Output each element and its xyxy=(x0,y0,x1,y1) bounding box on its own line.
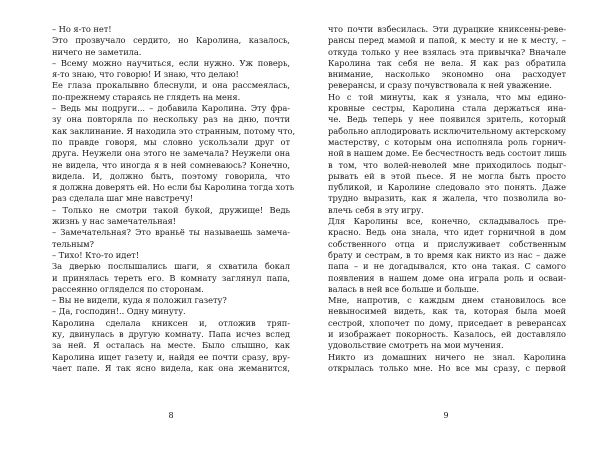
text-line: появления в нашем доме она играла роль и осваи- xyxy=(328,272,566,283)
text-line: не видела, что иногда я в ней сомневаюсь? Конечно, xyxy=(52,159,290,170)
text-line: жизнь у нас замечательная! xyxy=(52,216,176,227)
page-number-right: 9 xyxy=(443,411,449,420)
text-line: мастерству, с которым она исполняла роль горнич- xyxy=(328,136,566,147)
text-line: зу она повторяла по нескольку раз на дню, почти xyxy=(52,114,290,125)
text-line: че. Ведь теперь у нее появился зритель, который xyxy=(328,114,566,125)
text-line: – Ведь мы подруги... – добавила Каролина. Эту фра- xyxy=(52,103,290,114)
text-line: валась в ней все больше и больше. xyxy=(328,283,480,294)
text-line: Ее глаза прокалывно блеснули, и она рассмеялась, xyxy=(52,80,290,91)
text-line: публикой, и Каролине следовало это понять. Даже xyxy=(328,182,566,193)
text-line: друга. Неужели она этого не замечала? Неужели она xyxy=(52,148,290,159)
text-line: и изображает покорность. Казалось, ей доставляло xyxy=(328,329,566,340)
text-line: внимание, насколько экономно она расходует xyxy=(328,69,566,80)
text-line: ной в нашем доме. Ее бесчестность ведь состоит лишь xyxy=(328,148,567,159)
text-line: за ней. Я осталась на месте. Было слышно, как xyxy=(52,340,290,351)
text-line: я должна доверять ей. Но если бы Каролина тогда хоть xyxy=(52,182,295,193)
text-line: сестрой, хлопочет по дому, приседает в реверансах xyxy=(328,317,566,328)
text-line: видела. И, должно быть, поэтому говорила, что xyxy=(52,170,290,181)
text-line: чает папе. Я так ясно видела, как она жеманится, xyxy=(52,362,290,373)
text-line: в том, что волей-неволей мне приходилось подыг- xyxy=(328,159,566,170)
text-line: красно. Ведь она знала, что идет горничной в дом xyxy=(328,227,566,238)
text-line: Никто из домашних ничего не знал. Каролина xyxy=(328,351,566,362)
text-line: рывать ей в этой пьесе. Я не могла быть просто xyxy=(328,170,566,181)
page-number-left: 8 xyxy=(168,411,174,420)
text-line: – Вы не видели, куда я положил газету? xyxy=(52,295,227,306)
text-line: ничего не заметила. xyxy=(52,46,142,57)
text-line: тельным? xyxy=(52,238,94,249)
text-line: Каролина ищет газету и, найдя ее почти сразу, вру- xyxy=(52,351,290,362)
text-line: как заклинание. Я находила это странным, потому что, xyxy=(52,125,296,136)
text-line: собственного отца и прислуживает собственным xyxy=(328,238,566,249)
text-line: брату и сестрам, в то время как никто из нас – даже xyxy=(328,249,566,260)
text-line: Каролина сделала книксен и, отложив тряп- xyxy=(52,317,290,328)
text-line: рансы перед мамой и папой, к месту и не к месту, – xyxy=(328,35,566,46)
text-line: удовольствие смотреть на мои мучения. xyxy=(328,340,504,351)
text-line: За дверью послышались шаги, я схватила бокал xyxy=(52,261,290,272)
text-line: я-то знаю, что говорю! И знаю, что делаю! xyxy=(52,69,239,80)
text-line: по-прежнему стараясь не глядеть на меня. xyxy=(52,91,241,102)
text-line: трудно выразить, как я жалела, что позволила во- xyxy=(328,193,566,204)
text-line: – Но я-то нет! xyxy=(52,24,112,34)
text-line: что почти взбесилась. Эти дурацкие книксены-ревe- xyxy=(328,24,566,34)
text-line: папа – и не догадывался, кто она такая. С самого xyxy=(328,261,566,272)
text-line: – Замечательная? Это враньё ты называешь замеча- xyxy=(52,227,290,238)
text-line: Каролина так себя не вела. Я как раз обратила xyxy=(328,57,566,68)
text-line: влечь себя в эту игру. xyxy=(328,204,424,215)
text-line: по правде говоря, мы словно ускользали друг от xyxy=(52,136,290,147)
text-line: Но с той минуты, как я узнала, что мы едино- xyxy=(328,91,566,102)
text-line: открылась только мне. Но все мы сразу, с первой xyxy=(328,362,566,373)
text-line: ку, двинулась в другую комнату. Папа исчез вслед xyxy=(52,329,290,340)
left-page xyxy=(52,24,296,374)
text-line: откуда только у нее взялась эта привычка? Вначале xyxy=(328,46,566,57)
right-page xyxy=(328,24,566,374)
text-line: – Тихо! Кто-то идет! xyxy=(52,249,140,260)
text-line: раз сделала шаг мне навстречу! xyxy=(52,193,194,204)
text-line: рабольно аплодировать исключительному актерскому xyxy=(328,125,566,136)
text-line: реверансы, и сразу почувствовала к ней уважение. xyxy=(328,80,552,91)
text-line: – Да, господин!.. Одну минуту. xyxy=(52,306,186,317)
text-line: и принялась тереть его. В комнату заглянул папа, xyxy=(52,272,290,283)
text-line: невыносимей видеть, как та, которая была моей xyxy=(328,306,566,317)
text-line: Мне, напротив, с каждым днем становилось все xyxy=(328,295,566,306)
text-line: – Только не смотри такой букой, дружище! Ведь xyxy=(52,204,290,215)
text-line: рассеянно огляделся по сторонам. xyxy=(52,283,204,294)
text-line: Это прозвучало сердито, но Каролина, казалось, xyxy=(52,35,290,46)
text-line: Для Каролины все, конечно, складывалось пре- xyxy=(328,216,566,227)
text-line: кровные сестры, Каролина стала держаться ина- xyxy=(328,103,566,114)
text-line: – Всему можно научиться, если нужно. Уж поверь, xyxy=(52,57,290,68)
